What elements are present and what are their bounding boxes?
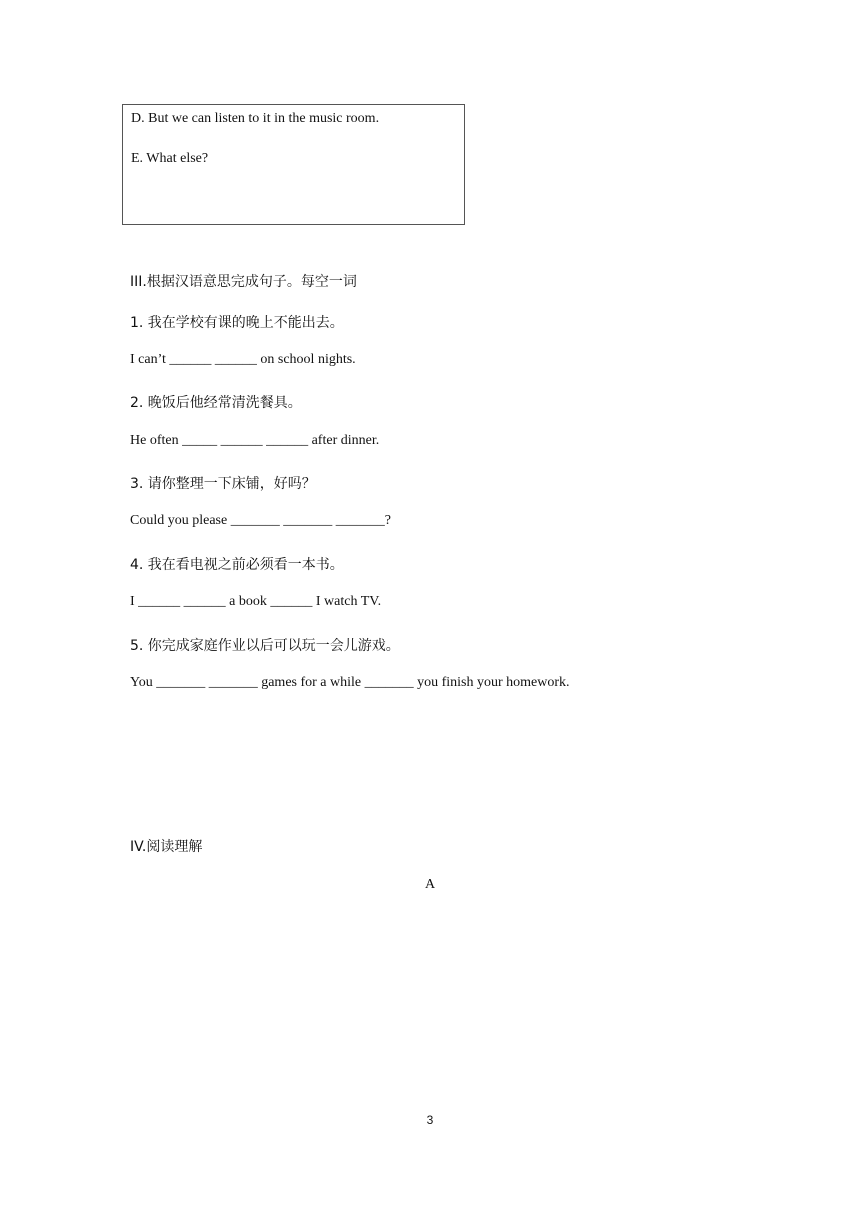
question-2-english: He often _____ ______ ______ after dinner.	[130, 433, 380, 448]
section-4-heading: IV.阅读理解	[130, 839, 203, 855]
options-box	[122, 104, 465, 225]
question-5-chinese: 5. 你完成家庭作业以后可以玩一会儿游戏。	[130, 638, 400, 654]
question-3-chinese: 3. 请你整理一下床铺，好吗？	[130, 476, 316, 492]
question-3-english: Could you please _______ _______ _______?	[130, 513, 391, 528]
question-2-chinese: 2. 晚饭后他经常清洗餐具。	[130, 395, 302, 411]
question-4-english: I ______ ______ a book ______ I watch TV.	[130, 594, 382, 609]
page-number: 3	[426, 1113, 434, 1127]
option-e: E. What else?	[131, 151, 209, 166]
option-d: D. But we can listen to it in the music room.	[131, 111, 380, 126]
question-4-chinese: 4. 我在看电视之前必须看一本书。	[130, 557, 344, 573]
question-5-english: You _______ _______ games for a while _______ you finish your homework.	[130, 675, 570, 690]
question-1-english: I can’t ______ ______ on school nights.	[130, 352, 356, 367]
passage-label: A	[424, 877, 436, 892]
section-3-heading: III.根据汉语意思完成句子。每空一词	[130, 274, 357, 290]
question-1-chinese: 1. 我在学校有课的晚上不能出去。	[130, 315, 344, 331]
